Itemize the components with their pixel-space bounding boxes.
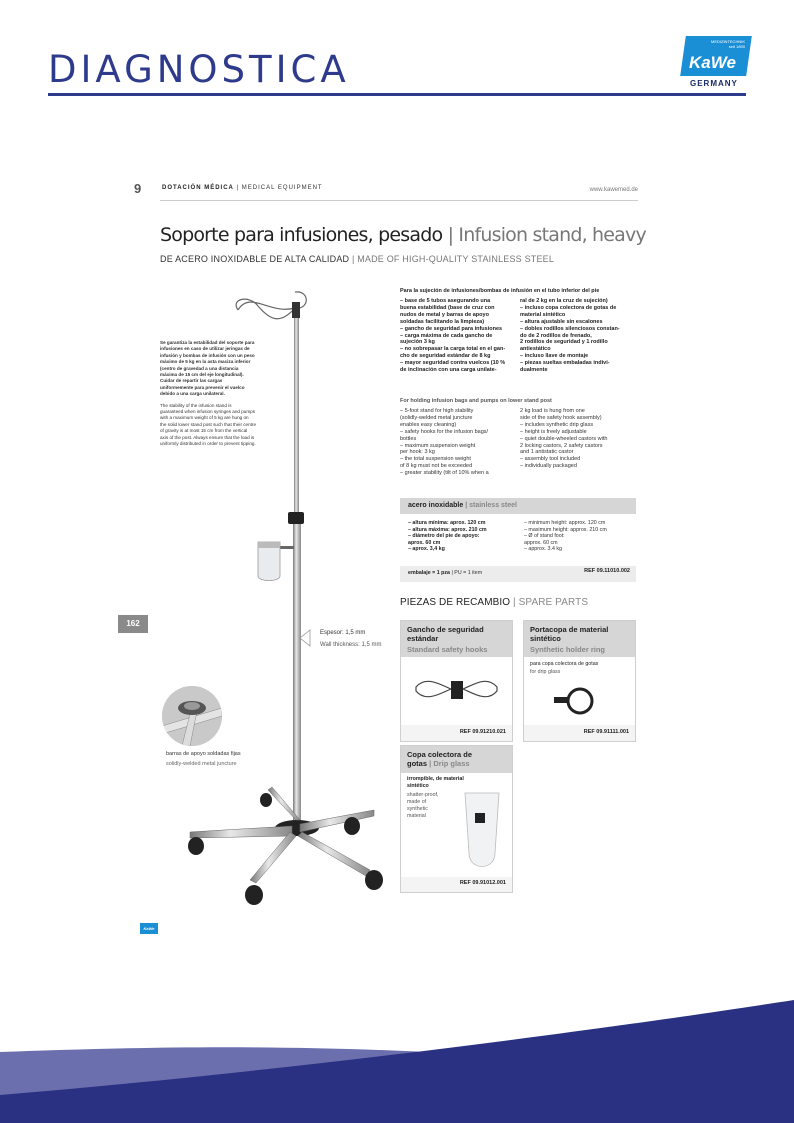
catalog-header	[134, 183, 638, 197]
feature-line: – no sobrepasar la carga total en el gan-	[400, 346, 506, 353]
feature-line: – 5-foot stand for high stability	[400, 408, 474, 414]
small-kawe-logo: KaWe	[140, 923, 158, 934]
spec-line: approx. 60 cm	[524, 539, 558, 546]
spec-header-en: stainless steel	[469, 502, 517, 509]
spec-box	[400, 498, 636, 582]
feature-line: – safety hooks for the infusion bags/	[400, 428, 489, 435]
feature-line: – base de 5 tubos asegurando una	[400, 298, 491, 304]
product-title-sep: |	[447, 224, 454, 246]
feature-line: of 8 kg must not be exceeded	[400, 463, 473, 470]
feature-line: nudos de metal y barras de apoyo	[400, 311, 489, 318]
card-header	[401, 621, 512, 657]
feature-line: dualmente	[520, 367, 548, 374]
card-desc-en: shatter-proof,	[407, 792, 439, 798]
feature-line: enables easy cleaning)	[400, 421, 457, 428]
spare-title-sep: |	[513, 597, 516, 608]
card-ref: REF 09.91111.001	[583, 729, 629, 735]
catalog-rule	[160, 200, 638, 201]
feature-line: – assembly tool included	[520, 456, 581, 463]
category-en: MEDICAL EQUIPMENT	[241, 185, 323, 191]
feature-line: buena estabilidad (base de cruz con	[400, 304, 495, 311]
feature-line: – altura ajustable sin escalones	[520, 318, 603, 325]
card-title-en: Synthetic holder ring	[530, 645, 606, 654]
feature-line: material sintético	[520, 311, 566, 318]
feature-line: 2 kg load is hung from one	[520, 408, 585, 414]
feature-line: cho de seguridad estándar de 8 kg	[400, 353, 491, 360]
card-ref: REF 09.91012.001	[459, 880, 506, 886]
holder-ring-icon	[524, 675, 635, 725]
product-subtitle	[160, 254, 554, 264]
spare-card-safety-hooks	[400, 620, 513, 742]
spec-line: – minimum height: approx. 120 cm	[524, 520, 606, 526]
card-title-es: Portacopa de material	[530, 625, 609, 634]
product-subtitle-sep: |	[351, 254, 355, 264]
wall-thickness-es: Espesor: 1,5 mm	[320, 630, 366, 636]
spec-ref: REF 09.11010.002	[584, 568, 630, 574]
header-rule	[48, 93, 746, 96]
page-title: DIAGNOSTICA	[48, 48, 350, 91]
feature-line: do de 2 rodillos de frenado,	[520, 332, 592, 339]
feature-line: bottles	[400, 435, 417, 442]
card-header	[524, 621, 635, 657]
detail-caption-en: solidly-welded metal juncture	[166, 761, 237, 767]
card-image	[401, 657, 512, 725]
card-desc-en: for drip glass	[530, 669, 561, 675]
feature-line: – individually packaged	[520, 463, 577, 470]
product-subtitle-es: DE ACERO INOXIDABLE DE ALTA CALIDAD	[160, 254, 350, 264]
spec-line: aprox. 60 cm	[408, 539, 441, 546]
feature-line: – dobles rodillos silenciosos constan-	[520, 325, 620, 332]
feature-line: – incluso llave de montaje	[520, 353, 589, 360]
kawe-logo	[683, 36, 749, 88]
spec-header	[400, 498, 636, 514]
feature-line: – height is freely adjustable	[520, 428, 587, 435]
feature-line: (solidly-welded metal juncture	[400, 414, 473, 421]
product-title-en: Infusion stand, heavy	[458, 224, 646, 246]
spec-line: – Ø of stand foot:	[524, 533, 565, 540]
card-desc-en: synthetic	[407, 806, 428, 812]
product-title	[160, 224, 646, 246]
feature-line: 2 rodillos de seguridad y 1 rodillo	[520, 339, 608, 346]
spec-header-sep: |	[465, 502, 468, 509]
card-title-line	[407, 759, 470, 768]
intro-es: Se garantiza la estabilidad del soporte para infusiones en caso de utilizar jeringas de infusión y bombas de infusión con un peso máximo de 5 kg en la asta maciza inferior (centro de gravedad a una distancia máxima de 15 cm del eje longitudinal). Cuidar de repartir las cargas uniformemente para prevenir el vuelco debido a una carga unilateral.	[160, 340, 255, 397]
feature-line: – greater stability (tilt of 10% when a	[400, 470, 489, 477]
packaging-es: embalaje = 1 pza	[408, 570, 450, 576]
feature-line: – maximum suspension weight	[400, 442, 476, 449]
product-subtitle-en: MADE OF HIGH-QUALITY STAINLESS STEEL	[357, 254, 555, 264]
card-title-en: Drip glass	[433, 759, 470, 768]
features-en-col2	[520, 408, 607, 470]
card-title-sep: |	[429, 759, 432, 768]
product-title-es: Soporte para infusiones, pesado	[160, 224, 443, 246]
intro-en: The stability of the infusion stand is guaranteed when infusion syringes and pumps with a maximum weight of 5 kg are hung on the solid lower stand post such that their centre of gravity is at most 15 cm from the vertical axis of the post. Always ensure that the load is uniformly distributed in order to prevent tipping.	[160, 402, 257, 447]
card-title-es: estándar	[407, 634, 439, 643]
card-desc-en: made of	[407, 799, 427, 805]
spare-title-en: SPARE PARTS	[518, 597, 589, 608]
card-title-es: Copa colectora de	[407, 750, 473, 759]
card-header	[401, 746, 512, 773]
card-title-es: sintético	[530, 634, 561, 643]
side-page-tab: 162	[118, 615, 148, 633]
spec-line: – altura máxima: aprox. 210 cm	[408, 526, 487, 533]
logo-tagline	[697, 39, 745, 49]
safety-hooks-icon	[401, 657, 512, 725]
features-es-col1	[400, 298, 505, 374]
spare-title-es: PIEZAS DE RECAMBIO	[400, 597, 511, 608]
feature-line: – quiet double-wheeled castors with	[520, 435, 608, 442]
feature-line: – the total suspension weight	[400, 456, 471, 463]
drip-glass-icon	[459, 791, 505, 875]
category-sep: |	[236, 185, 240, 191]
spare-parts-title	[400, 597, 588, 608]
feature-line: de inclinación con una carga unilate-	[400, 367, 497, 374]
card-title-es: Gancho de seguridad	[407, 625, 484, 634]
website-url: www.kawemed.de	[589, 187, 638, 193]
spec-line: – diámetro del pie de apoyo:	[408, 533, 480, 540]
card-desc-es: irrompible, de material	[407, 776, 464, 782]
logo-tagline-1: MEDIZINTECHNIK	[711, 39, 745, 44]
infusion-stand-image	[160, 280, 400, 920]
wall-thickness-en: Wall thickness: 1,5 mm	[320, 642, 382, 648]
feature-line: per hook: 3 kg	[400, 449, 435, 456]
feature-line: – incluso copa colectora de gotas de	[520, 304, 617, 311]
packaging-en: | PU = 1 item	[451, 570, 483, 576]
spec-line: – altura mínima: aprox. 120 cm	[408, 520, 486, 526]
spec-packaging	[408, 570, 482, 576]
card-desc-es: sintético	[407, 783, 429, 789]
feature-line: soldadas facilitando la limpieza)	[400, 318, 485, 325]
features-title-es: Para la sujeción de infusiones/bombas de infusión en el tubo inferior del pie	[400, 288, 600, 294]
page-number: 9	[134, 181, 142, 196]
detail-caption-es: barras de apoyo soldadas fijas	[166, 751, 241, 757]
spec-header-text	[408, 502, 517, 509]
spec-line: – maximum height: approx. 210 cm	[524, 526, 607, 533]
feature-line: ral de 2 kg en la cruz de sujeción)	[520, 298, 608, 304]
juncture-detail-image	[162, 686, 222, 746]
spare-card-drip-glass	[400, 745, 513, 893]
card-image	[524, 657, 635, 725]
feature-line: – carga máxima de cada gancho de	[400, 332, 493, 339]
category-es: DOTACIÓN MÉDICA	[162, 185, 234, 191]
spec-en	[524, 520, 607, 553]
spec-line: – aprox. 3,4 kg	[408, 546, 445, 553]
card-image	[401, 773, 512, 877]
feature-line: – mayor seguridad contra vuelcos (10 %	[400, 360, 506, 367]
spec-es	[408, 520, 487, 553]
card-desc-es: para copa colectora de gotas	[530, 661, 599, 667]
category-label	[162, 185, 323, 191]
feature-line: – piezas sueltas embaladas indivi-	[520, 360, 610, 367]
footer-wave-decoration	[0, 1000, 794, 1123]
spec-header-es: acero inoxidable	[408, 502, 464, 509]
feature-line: 2 locking castors, 2 safety castors	[520, 442, 603, 449]
card-title-es: gotas	[407, 759, 428, 768]
spec-details	[400, 514, 636, 566]
spare-card-holder-ring	[523, 620, 636, 742]
card-ref: REF 09.91210.021	[459, 729, 506, 735]
logo-country: GERMANY	[690, 79, 738, 88]
logo-tagline-2: seit 1890	[728, 44, 745, 49]
features-es-col2	[520, 298, 620, 374]
feature-line: sujeción 3 kg	[400, 339, 435, 346]
card-desc-en: material	[407, 813, 426, 819]
feature-line: – gancho de seguridad para infusiones	[400, 325, 503, 332]
features-title-en: For holding infusion bags and pumps on lower stand post	[400, 398, 552, 404]
card-title-en: Standard safety hooks	[407, 645, 488, 654]
logo-brand: KaWe	[689, 53, 736, 72]
feature-line: side of the safety hook assembly)	[520, 414, 602, 421]
spec-line: – approx. 3.4 kg	[524, 546, 562, 553]
feature-line: – includes synthetic drip glass	[520, 421, 594, 428]
feature-line: antiestático	[520, 346, 551, 353]
features-en-col1	[400, 408, 489, 477]
feature-line: and 1 antistatic castor	[520, 449, 574, 456]
